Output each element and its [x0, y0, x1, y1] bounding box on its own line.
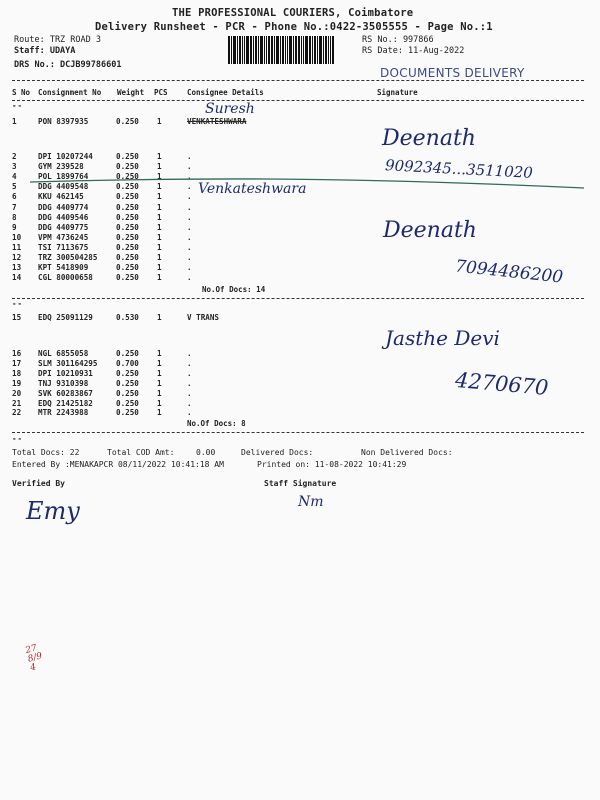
- handwritten-number: 7094486200: [454, 256, 564, 288]
- weight: 0.530: [116, 313, 139, 322]
- weight: 0.250: [116, 117, 139, 126]
- consignee: .: [187, 222, 192, 232]
- divider: [12, 432, 584, 433]
- consignment-no: TSI 7113675: [38, 242, 89, 252]
- sno: 1: [12, 117, 17, 126]
- divider-marks: --: [12, 434, 24, 443]
- entered-by: Entered By :MENAKAPCR 08/11/2022 10:41:18 AM: [12, 460, 224, 469]
- weight: 0.250: [116, 368, 139, 378]
- pcs: 1: [157, 182, 162, 192]
- pcs: 1: [157, 152, 162, 161]
- consignment-no: MTR 2243988: [38, 408, 89, 418]
- sno: 4: [12, 172, 17, 182]
- divider: [12, 100, 584, 101]
- sno: 6: [12, 192, 17, 202]
- sno: 2: [12, 152, 17, 161]
- consignment-no: EDQ 25091129: [38, 313, 93, 322]
- weight: 0.250: [116, 172, 139, 182]
- consignee: .: [187, 408, 192, 418]
- pcs: 1: [157, 398, 162, 408]
- consignee: .: [187, 358, 192, 368]
- pcs: 1: [157, 349, 162, 358]
- pcs: 1: [157, 232, 162, 242]
- consignee: .: [187, 273, 192, 283]
- non-delivered-docs: Non Delivered Docs:: [361, 448, 453, 457]
- weight: 0.250: [116, 378, 139, 388]
- handwritten-signature: Jasthe Devi: [385, 326, 500, 350]
- pcs: 1: [157, 388, 162, 398]
- consignment-no: DDG 4409775: [38, 222, 89, 232]
- consignment-no: TRZ 300504285: [38, 253, 98, 262]
- pcs: 1: [157, 162, 162, 172]
- verified-by: Verified By: [12, 479, 65, 488]
- consignment-no: DDG 4409546: [38, 212, 89, 222]
- weight: 0.250: [116, 388, 139, 398]
- handwritten-signature: Deenath: [382, 126, 476, 151]
- col-consignment: Consignment No: [38, 88, 102, 97]
- consignee: .: [187, 263, 192, 273]
- weight: 0.250: [116, 408, 139, 418]
- consignment-no: DPI 10207244: [38, 152, 93, 161]
- group2-doc-count: No.Of Docs: 8: [187, 419, 246, 428]
- company-name: THE PROFESSIONAL COURIERS, Coimbatore: [172, 7, 414, 19]
- handwritten-name: Suresh: [205, 101, 255, 117]
- pcs: 1: [157, 192, 162, 202]
- total-docs: Total Docs: 22: [12, 448, 80, 457]
- sno: 18: [12, 368, 22, 378]
- divider: [12, 80, 584, 81]
- sno: 12: [12, 253, 22, 262]
- printed-on: Printed on: 11-08-2022 10:41:29: [257, 460, 407, 469]
- sno: 19: [12, 378, 22, 388]
- consignment-no: DDG 4409774: [38, 202, 89, 212]
- weight: 0.250: [116, 192, 139, 202]
- consignee: .: [187, 242, 192, 252]
- consignment-no: DPI 10210931: [38, 368, 93, 378]
- margin-note: 27 8/9 4: [24, 643, 44, 674]
- pcs: 1: [157, 358, 162, 368]
- divider-marks: --: [12, 101, 24, 110]
- consignee: .: [187, 202, 192, 212]
- consignment-no: EDQ 21425182: [38, 398, 93, 408]
- divider-marks: --: [12, 299, 24, 308]
- total-cod-value: 0.00: [196, 448, 216, 457]
- weight: 0.250: [116, 232, 139, 242]
- consignee: .: [187, 192, 192, 202]
- pcs: 1: [157, 117, 162, 126]
- consignment-no: SLM 301164295: [38, 358, 98, 368]
- consignee: .: [187, 368, 192, 378]
- pcs: 1: [157, 408, 162, 418]
- consignee: .: [187, 172, 192, 182]
- staff-signature: Nm: [298, 494, 324, 510]
- pcs: 1: [157, 378, 162, 388]
- sno: 13: [12, 263, 22, 273]
- sno: 8: [12, 212, 17, 222]
- consignment-no: KKU 462145: [38, 192, 84, 202]
- pcs: 1: [157, 253, 162, 262]
- consignee: V TRANS: [187, 313, 220, 322]
- consignee: .: [187, 253, 192, 262]
- weight: 0.250: [116, 242, 139, 252]
- staff-signature-label: Staff Signature: [264, 479, 337, 488]
- pcs: 1: [157, 263, 162, 273]
- weight: 0.250: [116, 152, 139, 161]
- consignee: .: [187, 212, 192, 222]
- group1-doc-count: No.Of Docs: 14: [202, 285, 266, 294]
- sno: 9: [12, 222, 17, 232]
- sno: 7: [12, 202, 17, 212]
- rs-number: RS No.: 997866: [362, 35, 434, 45]
- route: Route: TRZ ROAD 3: [14, 35, 101, 45]
- pcs: 1: [157, 202, 162, 212]
- col-signature: Signature: [377, 88, 418, 97]
- weight: 0.250: [116, 222, 139, 232]
- consignee: .: [187, 152, 192, 161]
- consignee: .: [187, 378, 192, 388]
- consignee: .: [187, 182, 192, 192]
- consignee: .: [187, 398, 192, 408]
- weight: 0.250: [116, 349, 139, 358]
- handwritten-number: 9092345...3511020: [384, 156, 534, 182]
- verified-signature: Emy: [26, 497, 80, 525]
- sno: 15: [12, 313, 22, 322]
- consignment-no: KPT 5418909: [38, 263, 89, 273]
- sno: 3: [12, 162, 17, 172]
- handwritten-signature: Deenath: [383, 218, 477, 243]
- consignment-no: GYM 239528: [38, 162, 84, 172]
- sno: 20: [12, 388, 22, 398]
- sno: 17: [12, 358, 22, 368]
- col-weight: Weight: [117, 88, 145, 97]
- consignment-no: PON 8397935: [38, 117, 89, 126]
- consignment-no: SVK 60283867: [38, 388, 93, 398]
- runsheet-title: Delivery Runsheet - PCR - Phone No.:0422-3505555 - Page No.:1: [95, 21, 493, 33]
- pcs: 1: [157, 212, 162, 222]
- weight: 0.250: [116, 273, 139, 283]
- divider: [12, 298, 584, 299]
- col-pcs: PCS: [154, 88, 168, 97]
- consignee: .: [187, 232, 192, 242]
- weight: 0.250: [116, 263, 139, 273]
- weight: 0.250: [116, 182, 139, 192]
- handwritten-strike-line: [28, 170, 588, 194]
- sno: 11: [12, 242, 22, 252]
- weight: 0.250: [116, 398, 139, 408]
- delivered-docs: Delivered Docs:: [241, 448, 314, 457]
- consignee: .: [187, 388, 192, 398]
- col-consignee: Consignee Details: [187, 88, 264, 97]
- consignee: .: [187, 349, 192, 358]
- drs-number: DRS No.: DCJB99786601: [14, 60, 122, 70]
- consignment-no: DDG 4409548: [38, 182, 89, 192]
- sno: 5: [12, 182, 17, 192]
- rs-date: RS Date: 11-Aug-2022: [362, 46, 465, 56]
- sno: 10: [12, 232, 22, 242]
- handwritten-consignee: Venkateshwara: [198, 181, 307, 197]
- documents-delivery-stamp: DOCUMENTS DELIVERY: [380, 66, 525, 80]
- pcs: 1: [157, 313, 162, 322]
- pcs: 1: [157, 368, 162, 378]
- col-sno: S No: [12, 88, 31, 97]
- pcs: 1: [157, 273, 162, 283]
- consignment-no: NGL 6855058: [38, 349, 89, 358]
- consignment-no: POL 1899764: [38, 172, 89, 182]
- consignment-no: VPM 4736245: [38, 232, 89, 242]
- staff: Staff: UDAYA: [14, 46, 76, 56]
- barcode: [228, 36, 352, 64]
- sno: 14: [12, 273, 22, 283]
- consignment-no: CGL 80000658: [38, 273, 93, 283]
- sno: 21: [12, 398, 22, 408]
- pcs: 1: [157, 222, 162, 232]
- consignee: .: [187, 162, 192, 172]
- handwritten-number: 4270670: [454, 367, 550, 401]
- consignee: VENKATESHWARA: [187, 117, 247, 126]
- weight: 0.250: [116, 162, 139, 172]
- pcs: 1: [157, 242, 162, 252]
- weight: 0.700: [116, 358, 139, 368]
- consignment-no: TNJ 9310398: [38, 378, 89, 388]
- weight: 0.250: [116, 212, 139, 222]
- pcs: 1: [157, 172, 162, 182]
- weight: 0.250: [116, 253, 139, 262]
- total-cod-label: Total COD Amt:: [107, 448, 175, 457]
- weight: 0.250: [116, 202, 139, 212]
- sno: 22: [12, 408, 22, 418]
- sno: 16: [12, 349, 22, 358]
